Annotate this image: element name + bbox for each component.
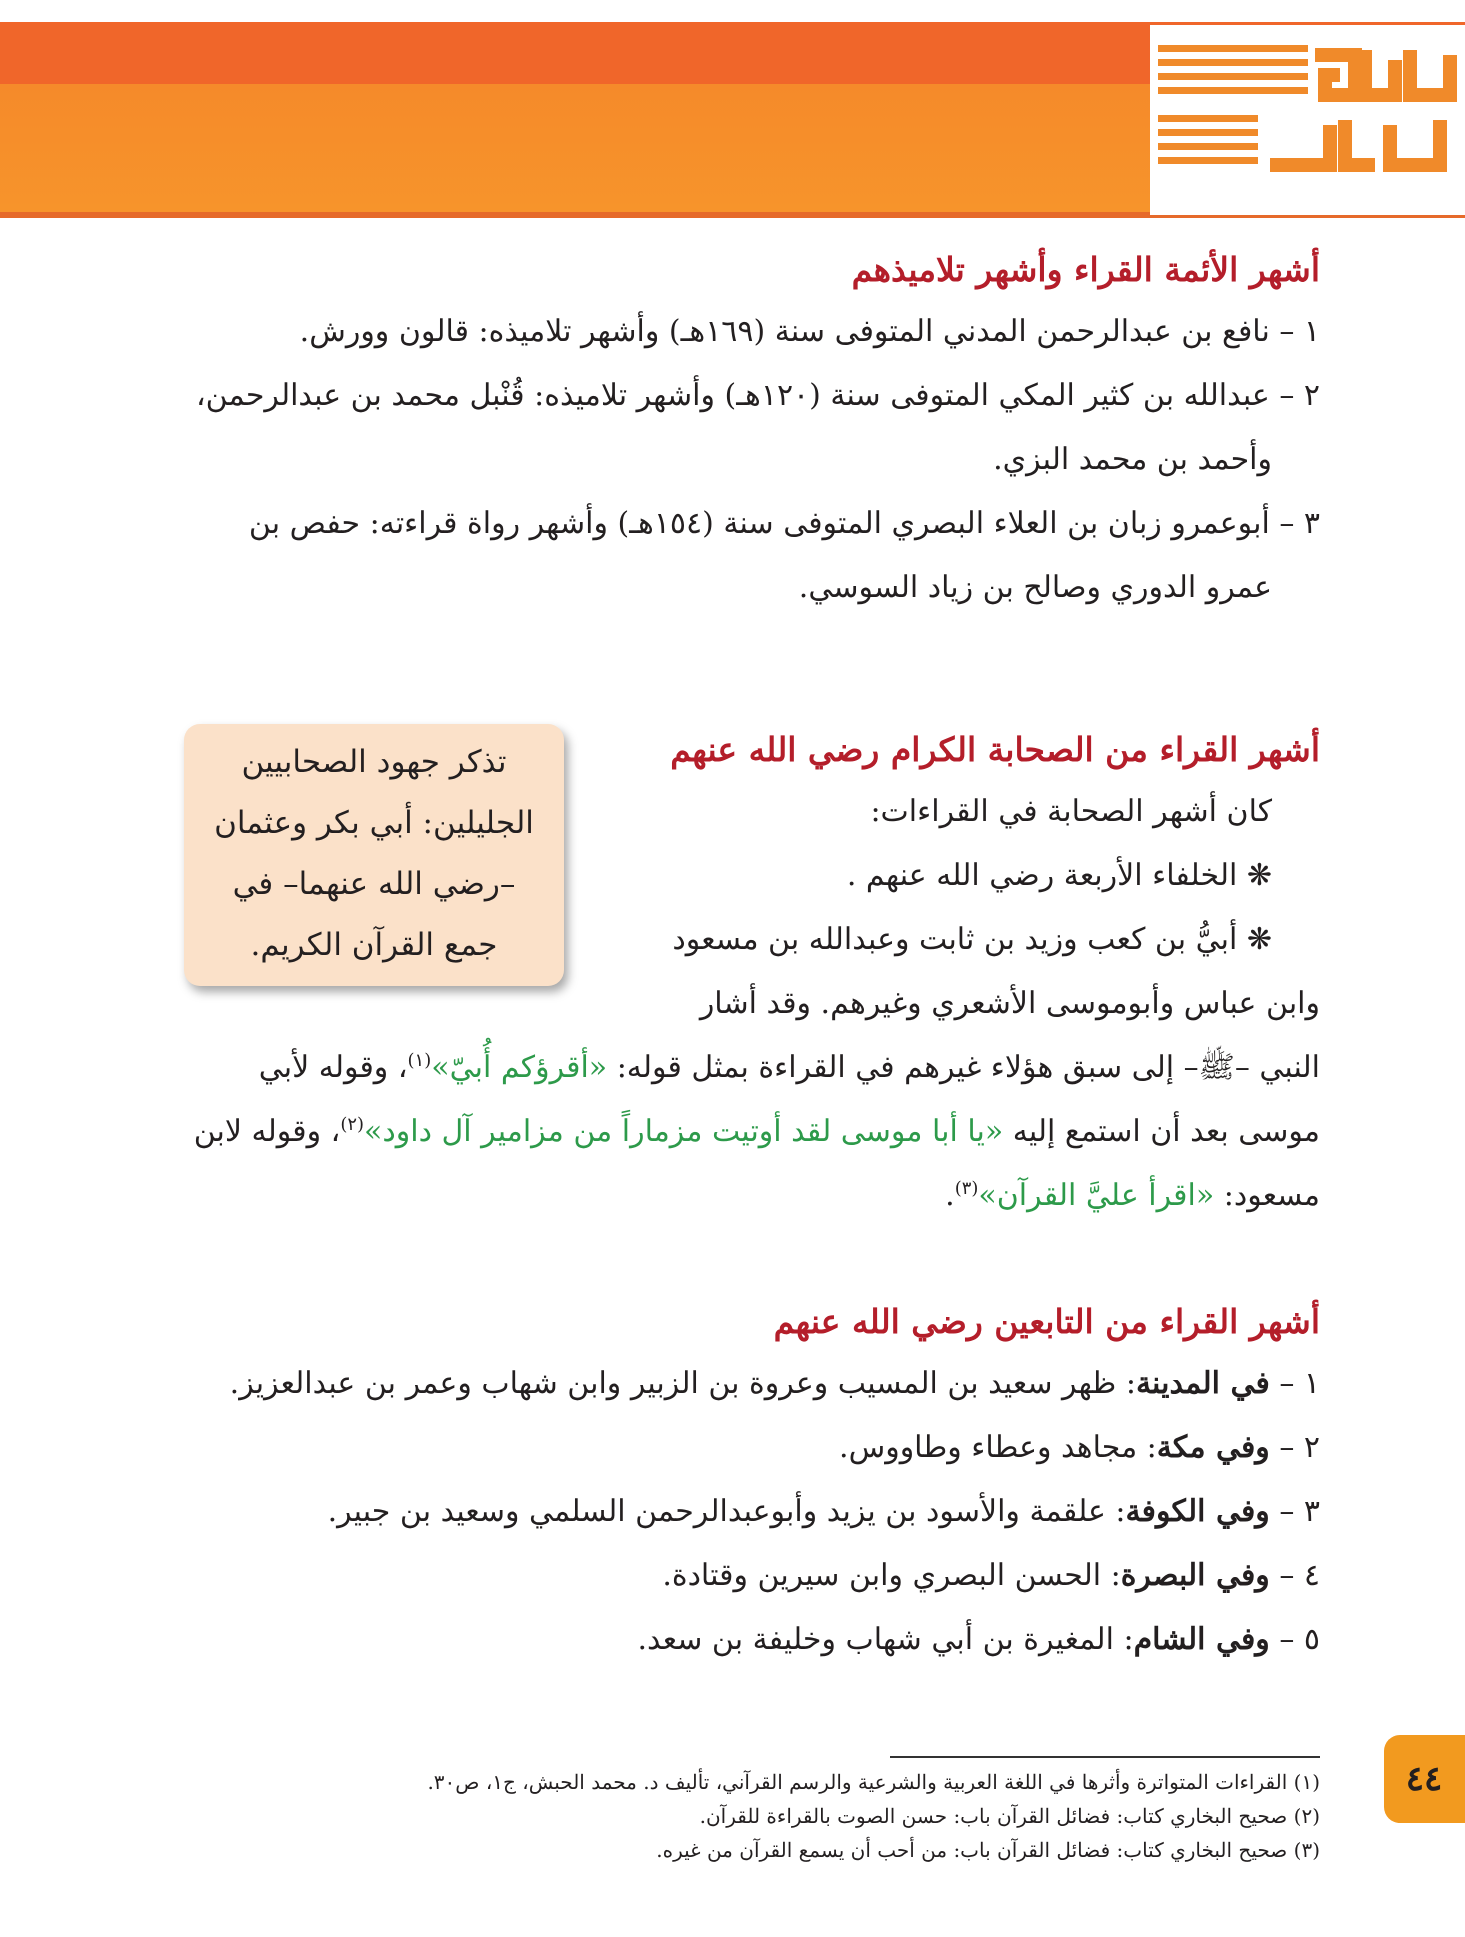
item-number: ٥ – (1269, 1622, 1320, 1657)
followers-item (180, 1544, 1320, 1608)
imam-line: ٢ – عبدالله بن كثير المكي المتوفى سنة (١٢٠هـ) وأشهر تلاميذه: قُنْبل محمد بن عبدالرحمن، (195, 378, 1320, 413)
item-number: ٤ – (1269, 1558, 1320, 1593)
page-number-badge (1384, 1735, 1465, 1823)
followers-item (180, 1352, 1320, 1416)
footnote: (٢) صحيح البخاري كتاب: فضائل القرآن باب: حسن الصوت بالقراءة للقرآن. (699, 1804, 1320, 1828)
callout-line: جمع القرآن الكريم. (250, 927, 498, 963)
section-imams (180, 240, 1320, 620)
item-text: : الحسن البصري وابن سيرين وقتادة. (662, 1558, 1121, 1593)
city-name: وفي الشام (1133, 1622, 1270, 1657)
imam-line: ١ – نافع بن عبدالرحمن المدني المتوفى سنة (١٦٩هـ) وأشهر تلاميذه: قالون وورش. (299, 314, 1320, 349)
item-text: : المغيرة بن أبي شهاب وخليفة بن سعد. (637, 1622, 1134, 1657)
book-logo-icon (1150, 25, 1465, 215)
companions-line (180, 1100, 1320, 1164)
footnote-ref: (٢) (340, 1114, 365, 1135)
footnote-ref: (٣) (954, 1178, 979, 1199)
section-companions-title: أشهر القراء من الصحابة الكرام رضي الله عنهم (670, 730, 1320, 769)
section-imams-title: أشهر الأئمة القراء وأشهر تلاميذهم (851, 250, 1320, 289)
companions-line (180, 1036, 1320, 1100)
item-number: ٢ – (1269, 1430, 1320, 1465)
bullet-item: ❋ الخلفاء الأربعة رضي الله عنهم . (846, 858, 1272, 893)
item-number: ٣ – (1269, 1494, 1320, 1529)
footnote: (٣) صحيح البخاري كتاب: فضائل القرآن باب: من أحب أن يسمع القرآن من غيره. (656, 1838, 1320, 1862)
callout-line: –رضي الله عنهما– في (232, 866, 516, 902)
item-text: : علقمة والأسود بن يزيد وأبوعبدالرحمن السلمي وسعيد بن جبير. (327, 1494, 1126, 1529)
bullet-item: ❋ أبيُّ بن كعب وزيد بن ثابت وعبدالله بن مسعود (672, 922, 1272, 957)
callout-line: تذكر جهود الصحابيين (241, 744, 507, 780)
followers-item (180, 1480, 1320, 1544)
footnote-divider (890, 1756, 1320, 1758)
imam-line: ٣ – أبوعمرو زبان بن العلاء البصري المتوفى سنة (١٥٤هـ) وأشهر رواة قراءته: حفص بن (248, 506, 1320, 541)
companions-intro: كان أشهر الصحابة في القراءات: (870, 794, 1272, 829)
text-span: ، وقوله لابن (193, 1114, 341, 1149)
text-span: . (945, 1178, 955, 1213)
text-span: النبي –ﷺ– إلى سبق هؤلاء غيرهم في القراءة بمثل قوله: (607, 1050, 1320, 1085)
imam-line: عمرو الدوري وصالح بن زياد السوسي. (798, 570, 1272, 605)
item-text: : مجاهد وعطاء وطاووس. (839, 1430, 1157, 1465)
page-number: ٤٤ (1405, 1759, 1443, 1799)
item-number: ١ – (1269, 1366, 1320, 1401)
city-name: في المدينة (1135, 1366, 1270, 1401)
footnote-ref: (١) (407, 1050, 432, 1071)
text-span: مسعود: (1214, 1178, 1320, 1213)
footnotes (320, 1765, 1320, 1867)
city-name: وفي مكة (1156, 1430, 1270, 1465)
callout-line: الجليلين: أبي بكر وعثمان (214, 805, 534, 841)
hadith-quote: «يا أبا موسى لقد أوتيت مزماراً من مزامير آل داود» (364, 1114, 1004, 1149)
section-followers-title: أشهر القراء من التابعين رضي الله عنهم (773, 1302, 1320, 1341)
followers-item (180, 1416, 1320, 1480)
footnote: (١) القراءات المتواترة وأثرها في اللغة العربية والشرعية والرسم القرآني، تأليف د. محمد الحبش، ج١، ص٣٠. (427, 1770, 1320, 1794)
section-followers (180, 1292, 1320, 1672)
city-name: وفي الكوفة (1125, 1494, 1270, 1529)
hadith-quote: «اقرأ عليَّ القرآن» (978, 1178, 1215, 1213)
companions-line: وابن عباس وأبوموسى الأشعري وغيرهم. وقد أشار (699, 986, 1320, 1021)
text-span: ، وقوله لأبي (258, 1050, 408, 1085)
text-span: موسى بعد أن استمع إليه (1003, 1114, 1320, 1149)
imam-line: وأحمد بن محمد البزي. (993, 442, 1272, 477)
book-logo (1150, 25, 1465, 215)
item-text: : ظهر سعيد بن المسيب وعروة بن الزبير وابن شهاب وعمر بن عبدالعزيز. (229, 1366, 1136, 1401)
hadith-quote: «أقرؤكم أُبيّ» (431, 1050, 608, 1085)
activity-callout (184, 724, 564, 986)
companions-line (180, 1164, 1320, 1228)
followers-item (180, 1608, 1320, 1672)
city-name: وفي البصرة (1120, 1558, 1270, 1593)
